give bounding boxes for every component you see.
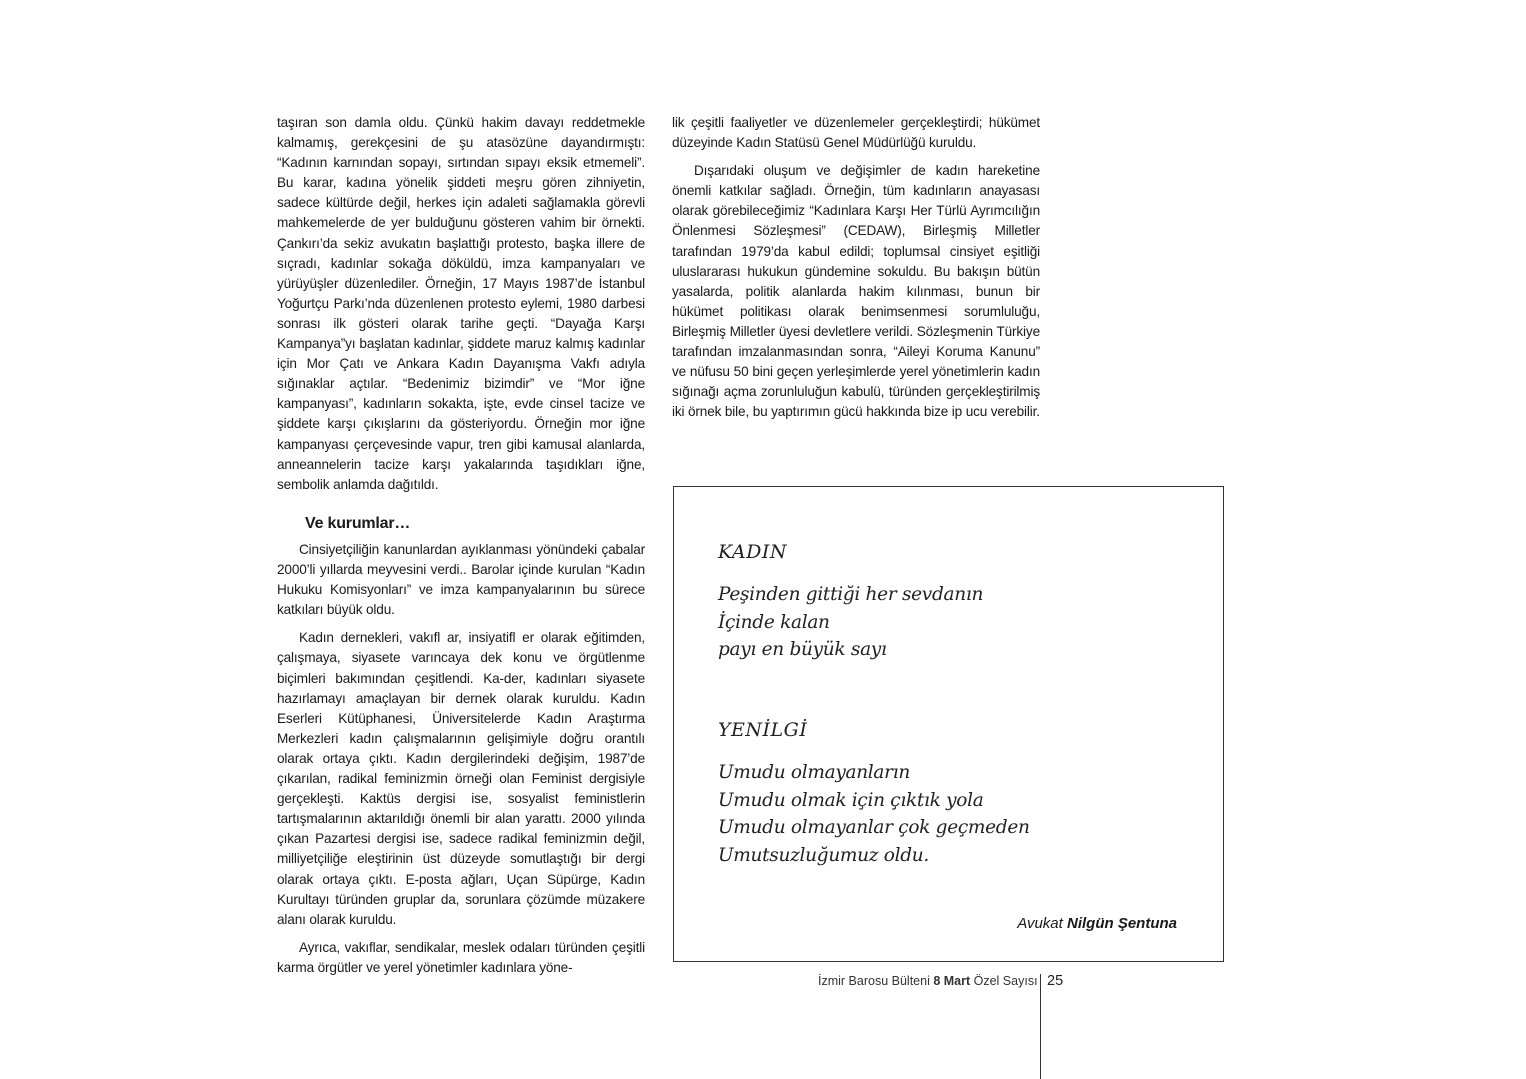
poem-line: Umudu olmayanlar çok geçmeden (718, 817, 1030, 838)
page-number: 25 (1047, 973, 1064, 989)
poem-line: Umudu olmayanların (718, 762, 910, 783)
poem-title: KADIN (718, 541, 788, 563)
paragraph: taşıran son damla oldu. Çünkü hakim davayı reddetmekle kalmamış, gerekçesini de şu atasözüne dayandırmıştı: “Kadının karnından sopayı, sırtından sıpayı eksik etmemeli”. Bu karar, kadına yönelik şiddeti meşru gören zihniyetin, sadece kültürde değil, herkes için adaleti sağlamakla görevli mahkemelerde de yer bulduğunu gösteren vahim bir örnekti. Çankırı’da sekiz avukatın başlattığı protesto, başka illere de sıçradı, kadınlar sokağa döküldü, imza kampanyaları ve yürüyüşler düzenlediler. Örneğin, 17 Mayıs 1987’de İstanbul Yoğurtçu Parkı’nda düzenlenen protesto eylemi, 1980 darbesi sonrası ilk gösteri olarak tarihe geçti. “Dayağa Karşı Kampanya”yı başlatan kadınlar, şiddete maruz kalmış kadınlar için Mor Çatı ve Ankara Kadın Dayanışma Vakfı adıyla sığınaklar açtılar. “Bedenimiz bizimdir” ve “Mor iğne kampanyası”, kadınların sokakta, işte, evde cinsel tacize ve şiddete karşı çıkışlarını da gösteriyordu. Örneğin mor iğne kampanyası çerçevesinde vapur, tren gibi kamusal alanlarda, anneannelerin tacize karşı yakalarında taşıdıkları iğne, sembolik anlamda dağıtıldı. (277, 115, 645, 492)
poem-line: İçinde kalan (718, 611, 830, 633)
paragraph: Dışarıdaki oluşum ve değişimler de kadın hareketine önemli katkılar sağladı. Örneğin, tüm kadınların anayasası olarak görebileceğimiz “Kadınlara Karşı Her Türlü Ayrımcılığın Önlenmesi Sözleşmesi” (CEDAW), Birleşmiş Milletler tarafından 1979’da kabul edildi; toplumsal cinsiyet eşitliği uluslararası hukukun gündemine sokuldu. Bu bakışın bütün yasalarda, politik alanlarda hakim kılınması, bunun bir hükümet politikası olarak benimsenmesi sorumluluğu, Birleşmiş Milletler üyesi devletlere verildi. Sözleşmenin Türkiye tarafından imzalanmasından sonra, “Aileyi Koruma Kanunu” ve nüfusu 50 bini geçen yerleşimlerde yerel yönetimlerin kadın sığınağı açma zorunluluğun kabulü, türünden gerçekleştirilmiş iki örnek bile, bu yaptırımın gücü hakkında bize ip ucu verebilir. (672, 163, 1040, 420)
poem-box (673, 486, 1224, 962)
footer-divider (1040, 974, 1041, 1079)
footer-publication (818, 974, 1038, 988)
author-signature (1017, 915, 1177, 932)
poem-stanza (718, 759, 1030, 869)
paragraph: Ayrıca, vakıflar, sendikalar, meslek odaları türünden çeşitli karma örgütler ve yerel yönetimler kadınlara yöne- (277, 939, 645, 975)
paragraph: Kadın dernekleri, vakıfl ar, insiyatifl er olarak eğitimden, çalışmaya, siyasete varıncaya dek konu ve örgütlenme biçimleri bakımından çeşitlendi. Ka-der, kadınları siyasete hazırlamayı amaçlayan bir dernek olarak kuruldu. Kadın Eserleri Kütüphanesi, Üniversitelerde Kadın Araştırma Merkezleri kadın çalışmalarının gelişimiyle doğru orantılı olarak ortaya çıktı. Kadın dergilerindeki değişim, 1987’de çıkarılan, radikal feminizmin örneği olan Feminist dergisiyle gerçekleşti. Kaktüs dergisi ise, sosyalist feministlerin tartışmalarının aktarıldığı önemli bir alan yarattı. 2000 yılında çıkan Pazartesi dergisi ise, sadece radikal feminizmin değil, milliyetçiliğe eleştirinin üst düzeyde somutlaştığı bir dergi olarak ortaya çıktı. E-posta ağları, Uçan Süpürge, Kadın Kurultayı türünden gruplar da, sorunlara çözümde müzakere alanı olarak kuruldu. (277, 630, 645, 927)
section-heading: Ve kurumlar… (305, 515, 411, 532)
right-column (672, 113, 1040, 422)
poem-stanza (718, 581, 983, 664)
poem-line: Umudu olmak için çıktık yola (718, 789, 984, 811)
footer-publication-name: İzmir Barosu Bülteni (818, 974, 934, 988)
poem-title: YENİLGİ (718, 719, 808, 741)
poem-line: Peşinden gittiği her sevdanın (718, 584, 984, 605)
paragraph: lik çeşitli faaliyetler ve düzenlemeler gerçekleştirdi; hükümet düzeyinde Kadın Statüsü Genel Müdürlüğü kuruldu. (672, 115, 1040, 151)
paragraph: Cinsiyetçiliğin kanunlardan ayıklanması yönündeki çabalar 2000’li yıllarda meyvesini verdi.. Barolar içinde kurulan “Kadın Hukuku Komisyonları” ve imza kampanyalarının bu sürece katkıları büyük oldu. (277, 542, 645, 618)
author-prefix: Avukat (1017, 915, 1063, 932)
left-column-bottom (277, 540, 645, 978)
footer-issue: Özel Sayısı (970, 974, 1038, 988)
poem-line: payı en büyük sayı (718, 639, 887, 660)
left-column-top (277, 113, 645, 495)
footer-date: 8 Mart (933, 974, 971, 988)
poem-line: Umutsuzluğumuz oldu. (718, 844, 930, 866)
author-name: Nilgün Şentuna (1067, 915, 1177, 932)
